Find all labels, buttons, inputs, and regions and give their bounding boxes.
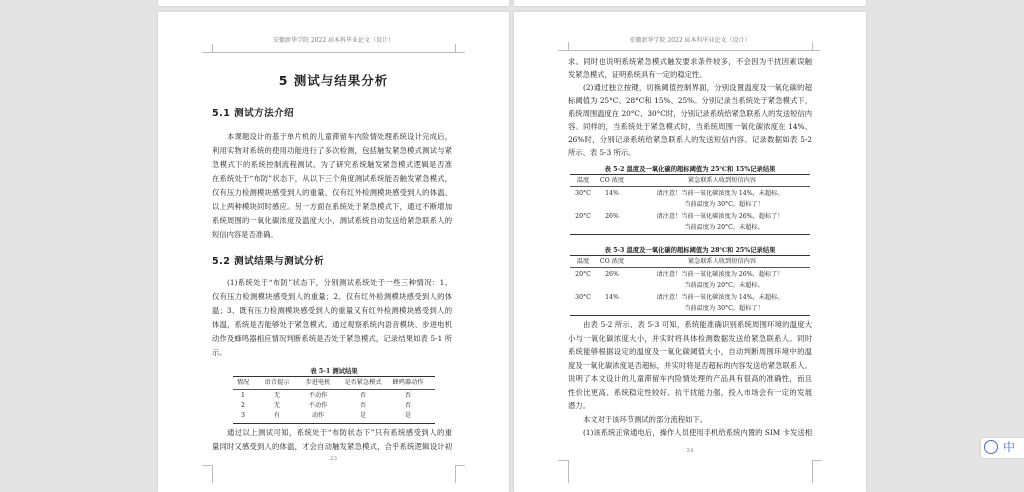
paragraph-line: 利用实物对系统的使用功能进行了多次检测，包括触发紧急模式测试与紧: [212, 146, 452, 155]
table-cell: 14%: [605, 294, 619, 301]
table-header: 蜂鸣器动作: [392, 379, 424, 386]
paragraph-line: 发紧急模式，证明系统具有一定的稳定性。: [568, 70, 707, 79]
table-cell: 无: [273, 392, 281, 399]
table-cell: 无: [273, 402, 281, 409]
table-bottom-rule: [570, 234, 810, 235]
table-cell: 不动作: [308, 392, 328, 399]
table-top-rule: [233, 376, 435, 377]
footer-corner: [558, 460, 568, 461]
table-header: 温度: [576, 258, 590, 265]
paragraph-line: 体温，系统是否能够处于紧急模式。通过观察系统内语音模块、步进电机: [212, 320, 452, 329]
table-cell: 否: [404, 392, 412, 399]
paragraph-line: 本文对于该环节测试的部分流程如下。: [583, 414, 708, 424]
page-header: 安徽新华学院 2022 届本科毕业论文（设计）: [272, 37, 395, 44]
paragraph-line: 度及一氧化碳浓度是否超标，并实时将是否超标的内容发送给紧急联系人。: [568, 360, 812, 370]
paragraph-line: 温；3、既有压力检测模块感受到人的重量又有红外检测模块感受到人的: [212, 306, 452, 315]
table-cell: 20°C: [575, 271, 591, 278]
table-cell: 26%: [605, 213, 619, 220]
table-top-rule: [570, 255, 810, 256]
table-header: CO 浓度: [599, 258, 625, 265]
table-header: 情况: [236, 379, 250, 386]
table-header: 温度: [576, 177, 590, 184]
table-header: 是否紧急模式: [344, 379, 382, 386]
table-cell: 1: [241, 392, 245, 399]
paragraph-line: 急模式下的系统控制流程测试。为了研究系统触发紧急模式逻辑是否准: [212, 160, 452, 169]
footer-corner: [568, 460, 569, 483]
header-corner: [812, 42, 813, 50]
table-cell: 30°C: [575, 294, 591, 301]
table-header: 步进电机: [305, 379, 331, 386]
table-cell: 不动作: [308, 402, 328, 409]
table-header: 紧急联系人收到短信内容: [687, 258, 757, 265]
header-corner: [455, 44, 456, 52]
page-number: 24: [686, 448, 694, 454]
footer-corner: [812, 460, 813, 483]
ime-language-toggle[interactable]: 中: [1003, 440, 1016, 454]
paragraph-line: 仅有压力检测模块感受到人的重量；2、仅有红外检测模块感受到人的体: [212, 292, 452, 301]
table-header: CO 浓度: [599, 177, 625, 184]
table-cell: 否: [359, 402, 367, 409]
paragraph-line: 以上两种模块同时感应。另一方面在系统处于紧急模式下，通过不断增加: [212, 202, 452, 211]
paragraph-line: (1)该系统正常通电后，操作人员使用手机给系统内置的 SIM 卡发送相: [583, 428, 812, 437]
paragraph-line: 系统能够根据设定的温度及一氧化碳阈值大小，自动判断周围环境中的温: [568, 347, 812, 356]
page-header: 安徽新华学院 2022 届本科毕业论文（设计）: [629, 37, 751, 44]
table-cell: 3: [241, 412, 245, 419]
table-caption: 表 5-3 温度及一氧化碳的超标阈值为 28℃和 25%记录结果: [604, 247, 776, 254]
paragraph-line: 短信内容是否准确。: [212, 230, 278, 239]
table-header: 语音提示: [264, 379, 290, 386]
table-cell: 当前温度为 20°C，未超标。: [684, 224, 764, 231]
paragraph-line: 容。同样的，当系统处于紧急模式时，当系统周围一氧化碳浓度在 14%、: [568, 122, 812, 131]
table-header-rule: [233, 389, 435, 390]
paragraph-line: (2)通过独立按键，切换阈值控制界面，分别设置温度及一氧化碳的超: [583, 83, 812, 92]
table-header: 紧急联系人收到短信内容: [687, 177, 757, 184]
paragraph-line: 系统周围温度在 20°C、30°C时，分别记录系统给紧急联系人的发送短信内: [568, 109, 812, 118]
table-cell: 当前温度为 30°C，超标了！: [684, 201, 764, 208]
section-heading-5-1: 5.1 测试方法介绍: [212, 108, 295, 119]
footer-corner: [212, 465, 213, 483]
table-cell: 20°C: [575, 213, 591, 220]
table-cell: 请注意！当前一氧化碳浓度为 26%，超标了！: [656, 271, 784, 278]
table-cell: 请注意！当前一氧化碳浓度为 14%，未超标。: [656, 294, 784, 301]
footer-corner: [812, 460, 822, 461]
header-rule: [558, 50, 820, 51]
table-cell: 请注意！当前一氧化碳浓度为 26%，超标了！: [656, 213, 784, 220]
paragraph-line: 动作及蜂鸣器相应情况判断系统是否处于紧急模式，记录结果如表 5-1 所: [212, 334, 452, 343]
paragraph-line: 示。: [212, 348, 227, 357]
table-cell: 否: [359, 392, 367, 399]
footer-corner: [455, 465, 465, 466]
table-cell: 有: [273, 412, 281, 419]
paragraph-line: 系统周围的一氧化碳浓度及温度大小，测试系统自动发送给紧急联系人的: [212, 216, 452, 225]
paragraph-line: 本课题设计的基于单片机的儿童滞留车内险情处理系统设计完成后，: [227, 132, 452, 141]
table-cell: 是: [404, 412, 412, 419]
paragraph-line: 在系统处于“布防”状态下，从以下三个角度测试系统能否触发紧急模式，: [212, 174, 452, 183]
table-caption: 表 5-2 温度及一氧化碳的超标阈值为 25℃和 15%记录结果: [604, 166, 776, 173]
paragraph-line: 量同时又感受到人的体温，才会自动触发紧急模式，合乎系统逻辑设计初: [212, 442, 452, 451]
table-cell: 26%: [605, 271, 619, 278]
table-bottom-rule: [570, 315, 810, 316]
page-number: 23: [330, 456, 337, 462]
table-cell: 是: [359, 412, 367, 419]
paragraph-line: 26%时，分别记录系统给紧急联系人的发送短信内容。记录数据如表 5-2: [568, 135, 812, 144]
chapter-title: 5 测试与结果分析: [278, 73, 389, 88]
paragraph-line: (1)系统处于“布防”状态下，分别测试系统处于一些三种情况：1、: [227, 278, 452, 287]
table-header-rule: [570, 186, 810, 187]
paragraph-line: 标阈值为 25°C、28°C和 15%、25%。分别记录当系统处于紧急模式下，: [568, 96, 812, 105]
previous-page-left: [158, 0, 509, 6]
header-rule: [202, 52, 465, 53]
paragraph-line: 通过以上测试可知，系统处于“布防状态下”只有系统感受到人的重: [227, 428, 452, 437]
previous-page-right: [514, 0, 866, 6]
table-top-rule: [570, 174, 810, 175]
ime-logo-icon[interactable]: [984, 440, 998, 454]
table-cell: 否: [404, 402, 412, 409]
footer-corner: [202, 465, 212, 466]
paragraph-line: 潜力。: [568, 401, 590, 410]
header-corner: [568, 42, 569, 50]
table-cell: 当前温度为 20°C，未超标。: [684, 282, 764, 289]
paragraph-line: 小与一氧化碳浓度大小，并实时将具体检测数据发送给紧急联系人。同时: [568, 333, 812, 343]
table-cell: 当前温度为 30°C，超标了！: [684, 305, 764, 312]
paragraph-line: 所示、表 5-3 所示。: [568, 148, 636, 157]
paragraph-line: 说明了本文设计的儿童滞留车内险情处理的产品具有很高的准确性，而且: [568, 374, 812, 383]
table-cell: 动作: [311, 412, 325, 419]
ime-toolbar[interactable]: [981, 438, 1024, 458]
header-corner: [212, 44, 213, 52]
section-heading-5-2: 5.2 测试结果与测试分析: [212, 256, 325, 267]
table-cell: 30°C: [575, 190, 591, 197]
table-cell: 14%: [605, 190, 619, 197]
table-cell: 2: [241, 402, 245, 409]
table-caption: 表 5-1 测试结果: [310, 368, 358, 375]
table-bottom-rule: [233, 423, 435, 424]
table-cell: 请注意！当前一氧化碳浓度为 14%，未超标。: [656, 190, 784, 197]
paragraph-line: 性价比更高、系统稳定性较好、抗干扰能力强，投入市场会有一定的发展: [568, 387, 812, 397]
paragraph-line: 仅有压力检测模块感受到人的重量、仅有红外检测模块感受到人的体温、: [212, 188, 452, 197]
footer-corner: [455, 465, 456, 483]
paragraph-line: 由表 5-2 所示、表 5-3 可知，系统能准确识别系统周围环境的温度大: [583, 320, 812, 329]
table-header-rule: [570, 267, 810, 268]
paragraph-line: 求。同时也说明系统紧急模式触发要求条件较多，不会因为干扰因素误触: [568, 57, 812, 66]
